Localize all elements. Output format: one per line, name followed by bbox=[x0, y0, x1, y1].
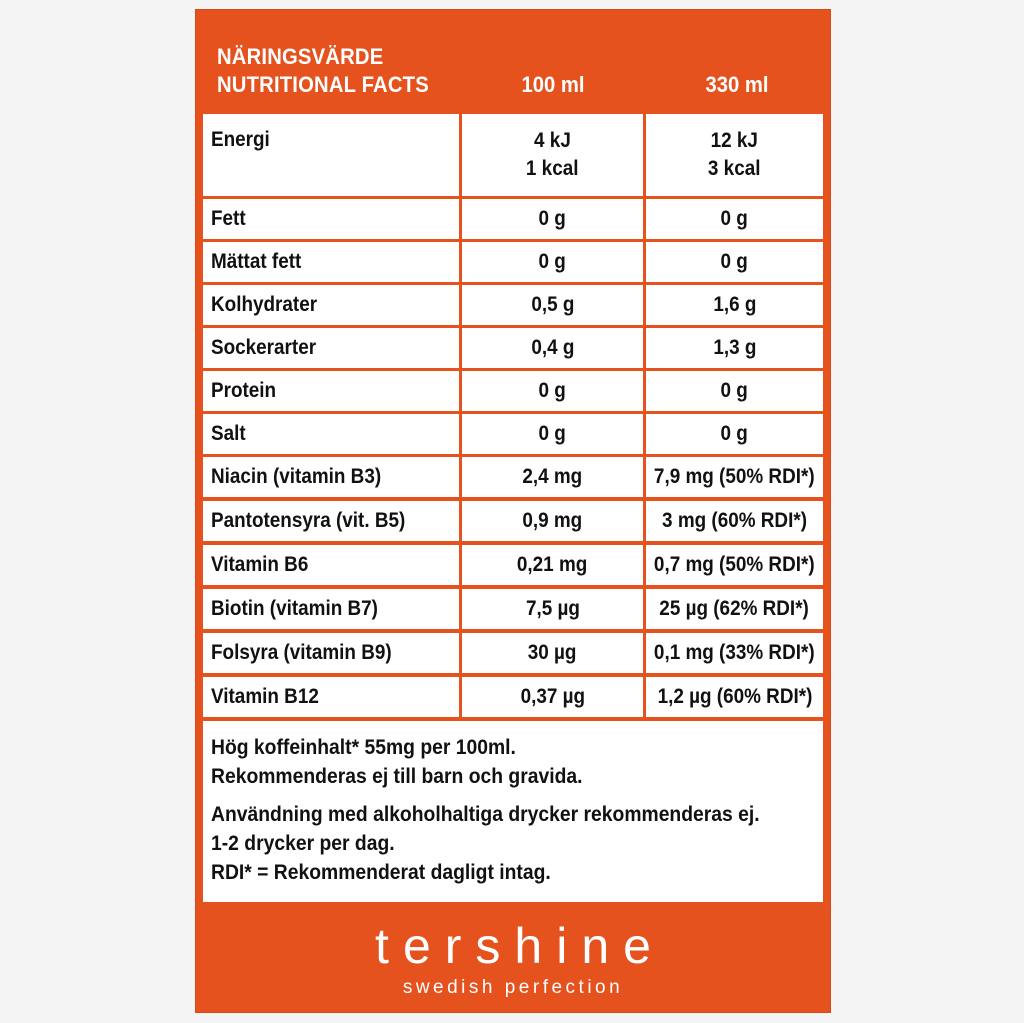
value-100ml: 0,5 g bbox=[462, 285, 643, 325]
table-row-vitamin-b12 bbox=[203, 677, 823, 717]
table-row-biotin bbox=[203, 589, 823, 629]
table-row-vitamin-b6 bbox=[203, 545, 823, 585]
row-label: Vitamin B12 bbox=[203, 677, 459, 717]
value-330ml: 3 mg (60% RDI*) bbox=[646, 501, 823, 541]
brand-logo bbox=[195, 917, 831, 999]
value-100ml: 30 µg bbox=[462, 633, 643, 673]
value-330ml: 7,9 mg (50% RDI*) bbox=[646, 457, 823, 497]
value-330ml: 0 g bbox=[646, 414, 823, 454]
value-330ml: 0 g bbox=[646, 242, 823, 282]
table-row-energi bbox=[203, 114, 823, 196]
value-100ml: 0 g bbox=[462, 414, 643, 454]
table-row-sockerarter bbox=[203, 328, 823, 368]
column-header-330ml: 330 ml bbox=[705, 72, 769, 97]
value-330ml: 12 kJ 3 kcal bbox=[646, 114, 823, 196]
row-label: Salt bbox=[203, 414, 459, 454]
row-label: Biotin (vitamin B7) bbox=[203, 589, 459, 629]
note-dosage: 1-2 drycker per dag. bbox=[211, 832, 395, 855]
row-label: Energi bbox=[203, 114, 459, 196]
value-330ml: 0,7 mg (50% RDI*) bbox=[646, 545, 823, 585]
note-caffeine: Hög koffeinhalt* 55mg per 100ml. bbox=[211, 736, 516, 759]
column-header-100ml: 100 ml bbox=[521, 72, 585, 97]
table-row-kolhydrater bbox=[203, 285, 823, 325]
value-100ml: 0,9 mg bbox=[462, 501, 643, 541]
row-label: Folsyra (vitamin B9) bbox=[203, 633, 459, 673]
table-row-mattat-fett bbox=[203, 242, 823, 282]
value-330ml: 25 µg (62% RDI*) bbox=[646, 589, 823, 629]
value-330ml: 1,3 g bbox=[646, 328, 823, 368]
value-330ml: 0 g bbox=[646, 199, 823, 239]
value-100ml: 0 g bbox=[462, 371, 643, 411]
notes-box bbox=[203, 721, 823, 902]
table-row-salt bbox=[203, 414, 823, 454]
brand-tagline: swedish perfection bbox=[402, 977, 624, 998]
table-row-fett bbox=[203, 199, 823, 239]
value-100ml: 0 g bbox=[462, 242, 643, 282]
value-330ml: 0 g bbox=[646, 371, 823, 411]
note-alcohol: Användning med alkoholhaltiga drycker rekommenderas ej. bbox=[211, 803, 760, 826]
table-row-folsyra bbox=[203, 633, 823, 673]
row-label: Niacin (vitamin B3) bbox=[203, 457, 459, 497]
row-label: Kolhydrater bbox=[203, 285, 459, 325]
note-not-recommended: Rekommenderas ej till barn och gravida. bbox=[211, 765, 583, 788]
value-100ml: 7,5 µg bbox=[462, 589, 643, 629]
table-row-pantotensyra bbox=[203, 501, 823, 541]
value-100ml: 2,4 mg bbox=[462, 457, 643, 497]
panel-title bbox=[217, 43, 429, 99]
title-english: NUTRITIONAL FACTS bbox=[217, 72, 429, 97]
row-label: Fett bbox=[203, 199, 459, 239]
row-label: Pantotensyra (vit. B5) bbox=[203, 501, 459, 541]
row-label: Mättat fett bbox=[203, 242, 459, 282]
table-row-niacin bbox=[203, 457, 823, 497]
nutrition-panel bbox=[195, 9, 831, 1013]
row-label: Sockerarter bbox=[203, 328, 459, 368]
value-100ml: 0,21 mg bbox=[462, 545, 643, 585]
table-row-protein bbox=[203, 371, 823, 411]
note-rdi-definition: RDI* = Rekommenderat dagligt intag. bbox=[211, 861, 551, 884]
brand-name: tershine bbox=[375, 918, 665, 974]
value-330ml: 0,1 mg (33% RDI*) bbox=[646, 633, 823, 673]
value-100ml: 4 kJ 1 kcal bbox=[462, 114, 643, 196]
row-label: Vitamin B6 bbox=[203, 545, 459, 585]
title-swedish: NÄRINGSVÄRDE bbox=[217, 44, 384, 69]
value-100ml: 0 g bbox=[462, 199, 643, 239]
value-330ml: 1,2 µg (60% RDI*) bbox=[646, 677, 823, 717]
value-100ml: 0,37 µg bbox=[462, 677, 643, 717]
row-label: Protein bbox=[203, 371, 459, 411]
value-100ml: 0,4 g bbox=[462, 328, 643, 368]
value-330ml: 1,6 g bbox=[646, 285, 823, 325]
